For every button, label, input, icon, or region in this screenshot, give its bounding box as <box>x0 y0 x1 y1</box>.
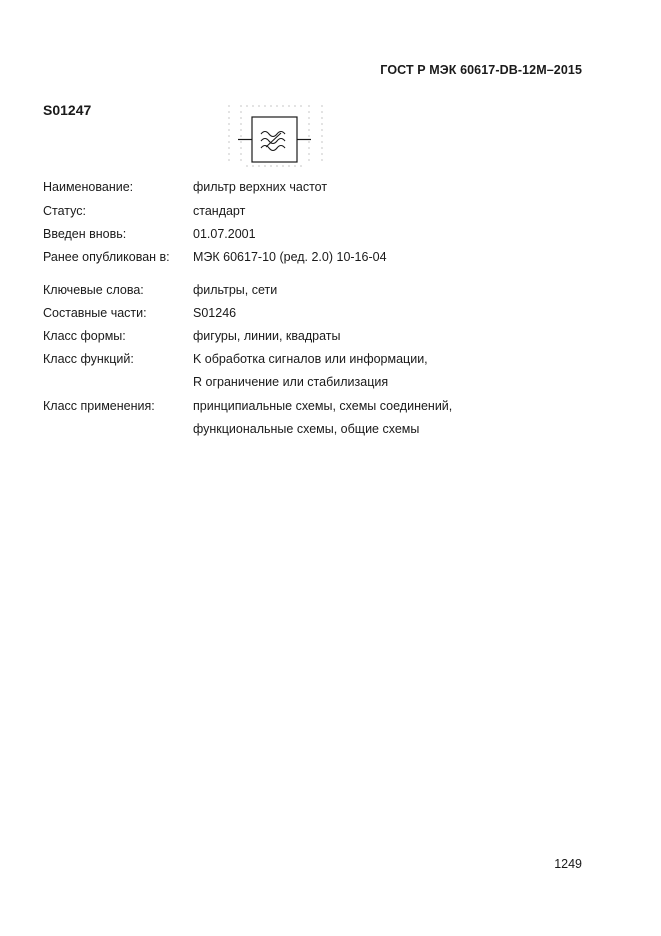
field-label: Введен вновь: <box>43 227 127 241</box>
field-label: Ранее опубликован в: <box>43 250 170 264</box>
field-value: фильтр верхних частот <box>193 180 328 194</box>
document-header: ГОСТ Р МЭК 60617-DB-12M–2015 <box>380 63 582 77</box>
field-label: Класс формы: <box>43 329 126 343</box>
field-label: Наименование: <box>43 180 134 194</box>
symbol-code: S01247 <box>43 102 92 118</box>
field-label: Класс функций: <box>43 352 134 366</box>
field-label: Ключевые слова: <box>43 283 144 297</box>
field-label: Статус: <box>43 204 86 218</box>
field-label: Класс применения: <box>43 399 155 413</box>
field-value: фигуры, линии, квадраты <box>193 329 341 343</box>
field-value: фильтры, сети <box>193 283 278 297</box>
field-value: МЭК 60617-10 (ред. 2.0) 10-16-04 <box>193 250 387 264</box>
highpass-filter-icon <box>226 102 326 168</box>
field-value: K обработка сигналов или информации, <box>193 352 428 366</box>
page-number: 1249 <box>554 857 582 871</box>
field-value: функциональные схемы, общие схемы <box>193 422 420 436</box>
field-value: R ограничение или стабилизация <box>193 375 389 389</box>
field-value: стандарт <box>193 204 246 218</box>
field-value: принципиальные схемы, схемы соединений, <box>193 399 453 413</box>
field-label: Составные части: <box>43 306 147 320</box>
field-value: S01246 <box>193 306 237 320</box>
field-value: 01.07.2001 <box>193 227 256 241</box>
